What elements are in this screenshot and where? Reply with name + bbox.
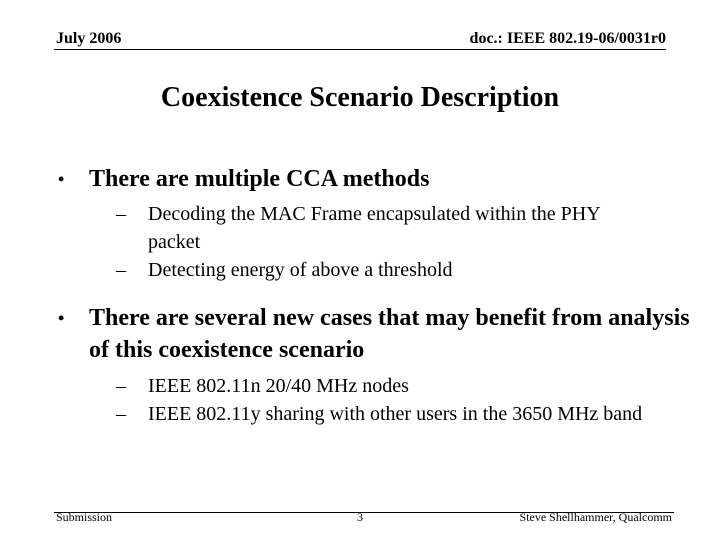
footer-submission: Submission [56, 510, 113, 524]
sub-bullet-item [116, 400, 676, 428]
sub-bullet-list [116, 372, 676, 428]
header-document-id: doc.: IEEE 802.19-06/0031r0 [469, 30, 666, 47]
bullet-marker: • [58, 308, 65, 328]
slide-title: Coexistence Scenario Description [160, 82, 560, 113]
sub-bullet-item [116, 256, 636, 284]
sub-bullet-marker: – [116, 259, 126, 281]
footer-author: Steve Shellhammer, Qualcomm [519, 510, 672, 524]
footer-page-number: 3 [357, 510, 363, 524]
sub-bullet-text: IEEE 802.11n 20/40 MHz nodes [148, 375, 409, 397]
sub-bullet-marker: – [116, 203, 126, 225]
sub-bullet-marker: – [116, 375, 126, 397]
bullet-marker: • [58, 169, 65, 189]
sub-bullet-text: IEEE 802.11y sharing with other users in the 3650 MHz band [148, 403, 643, 425]
sub-bullet-list [116, 200, 636, 284]
bullet-text: There are several new cases that may benefit from analysis of this coexistence scenario [89, 305, 690, 363]
sub-bullet-text: Decoding the MAC Frame encapsulated within the PHY packet [148, 203, 600, 253]
sub-bullet-text: Detecting energy of above a threshold [148, 259, 453, 281]
bullet-item [58, 163, 709, 195]
bullet-item [58, 302, 709, 366]
sub-bullet-item [116, 372, 676, 400]
sub-bullet-item [116, 200, 636, 256]
header-date: July 2006 [56, 30, 122, 47]
bullet-text: There are multiple CCA methods [89, 166, 430, 192]
header-divider [54, 49, 666, 50]
sub-bullet-marker: – [116, 403, 126, 425]
